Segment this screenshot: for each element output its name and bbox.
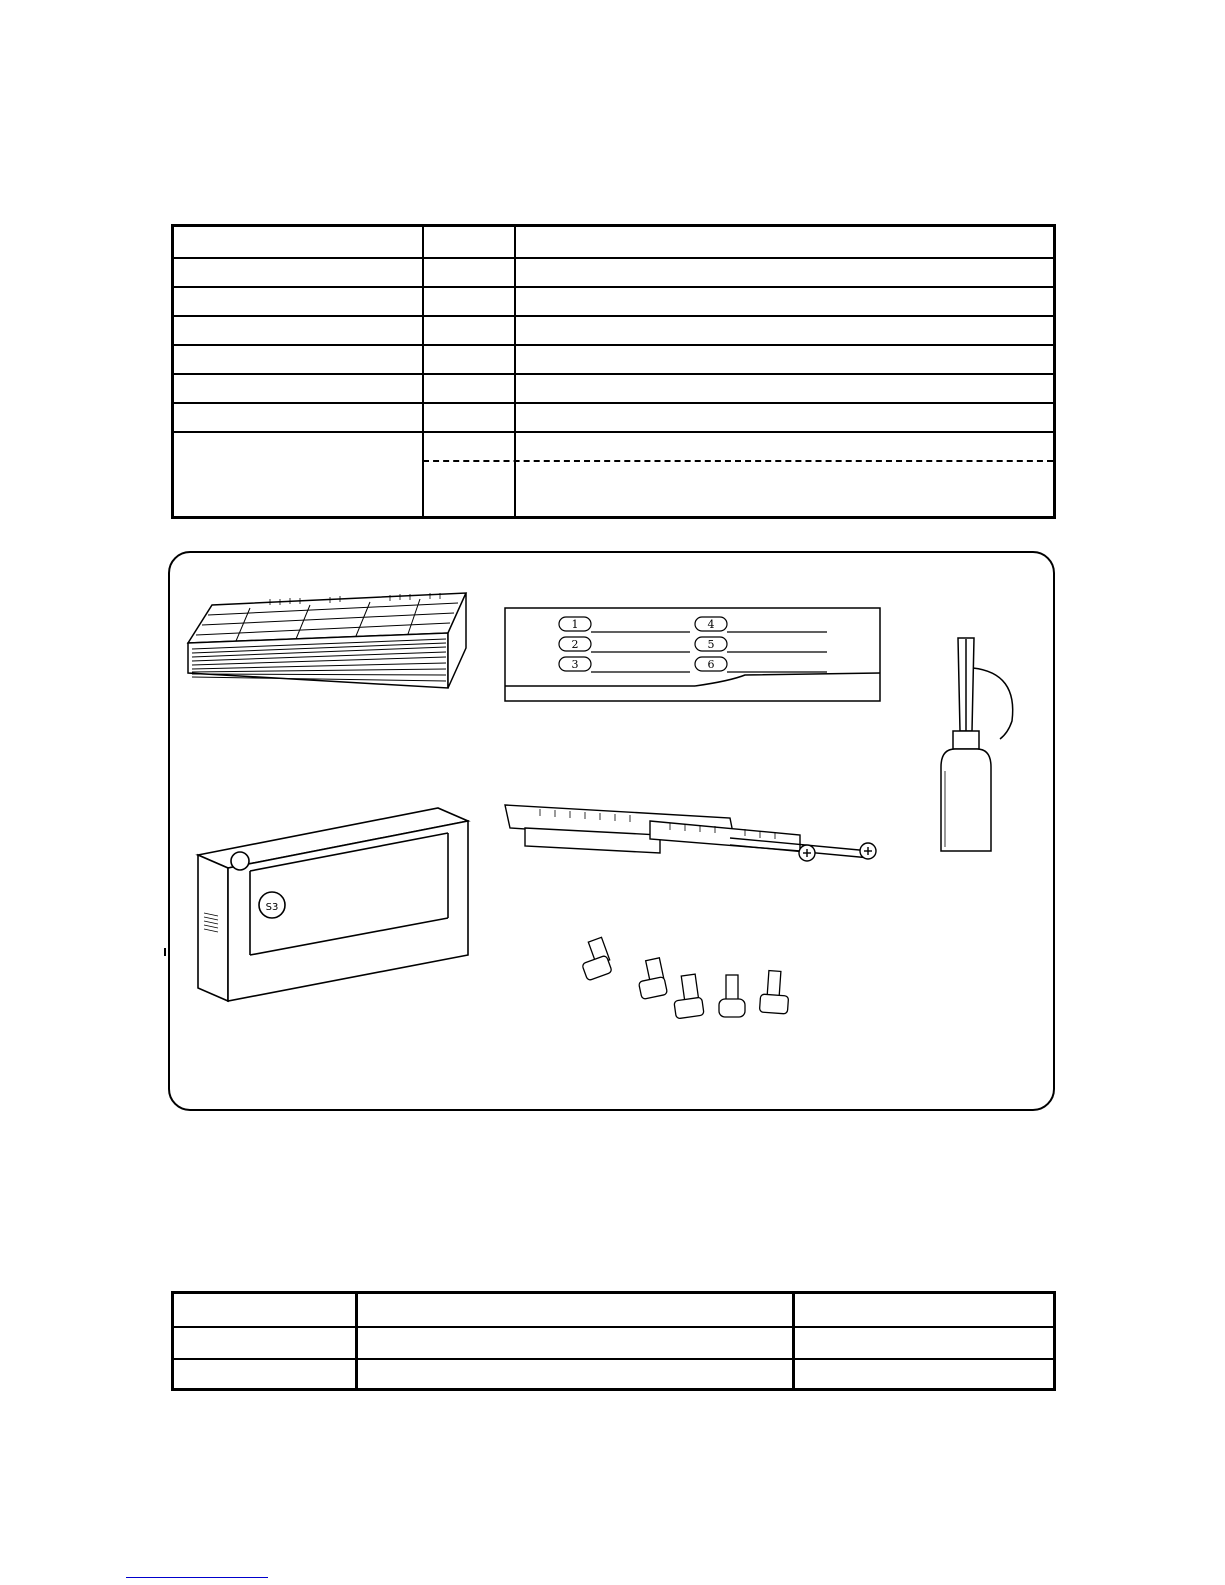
label-number: 1 bbox=[571, 618, 579, 631]
table-cell bbox=[516, 462, 1056, 516]
table-cell bbox=[174, 432, 422, 516]
table-cell bbox=[516, 432, 1056, 460]
table-cell bbox=[358, 1328, 792, 1358]
label-number: 2 bbox=[571, 638, 579, 651]
table-cell bbox=[174, 316, 422, 344]
table-cell bbox=[174, 1360, 355, 1388]
table-header-cell bbox=[516, 227, 1056, 257]
table-cell bbox=[358, 1360, 792, 1388]
table-cell bbox=[424, 316, 514, 344]
cassette-knob-label: S3 bbox=[265, 902, 279, 913]
ribbon-cassette-icon bbox=[198, 808, 468, 1001]
table-cell bbox=[424, 258, 514, 286]
table-cell bbox=[424, 403, 514, 431]
label-number: 6 bbox=[707, 658, 715, 671]
label-sheet-icon bbox=[505, 608, 880, 701]
table-cell bbox=[516, 345, 1056, 373]
accessories-illustration bbox=[168, 551, 1055, 1111]
table-header-cell bbox=[174, 227, 422, 257]
screws-icon bbox=[582, 937, 789, 1019]
table-cell bbox=[424, 462, 514, 516]
table-header-cell bbox=[795, 1294, 1053, 1326]
table-header-cell bbox=[174, 1294, 355, 1326]
margin-mark bbox=[164, 948, 166, 956]
table-cell bbox=[174, 403, 422, 431]
table-header-cell bbox=[358, 1294, 792, 1326]
table-cell bbox=[795, 1360, 1053, 1388]
table-cell bbox=[174, 258, 422, 286]
table-cell bbox=[516, 258, 1056, 286]
paper-guide-rail-icon bbox=[505, 805, 876, 861]
table-cell bbox=[424, 345, 514, 373]
oil-bottle-icon bbox=[941, 638, 1013, 851]
footer-link-underline[interactable] bbox=[126, 1577, 268, 1578]
accessory-table bbox=[171, 224, 1056, 519]
table-cell bbox=[795, 1328, 1053, 1358]
table-cell bbox=[424, 374, 514, 402]
table-cell bbox=[516, 374, 1056, 402]
table-cell bbox=[424, 432, 514, 460]
table-cell bbox=[516, 403, 1056, 431]
table-header-cell bbox=[424, 227, 514, 257]
table-cell bbox=[424, 287, 514, 315]
label-number: 3 bbox=[571, 658, 579, 671]
table-cell bbox=[174, 287, 422, 315]
option-table bbox=[171, 1291, 1056, 1391]
label-number: 4 bbox=[707, 618, 715, 631]
table-cell bbox=[174, 345, 422, 373]
label-number: 5 bbox=[707, 638, 715, 651]
table-cell bbox=[516, 287, 1056, 315]
table-cell bbox=[174, 1328, 355, 1358]
table-cell bbox=[174, 374, 422, 402]
paper-stack-icon bbox=[188, 593, 466, 688]
table-cell bbox=[516, 316, 1056, 344]
